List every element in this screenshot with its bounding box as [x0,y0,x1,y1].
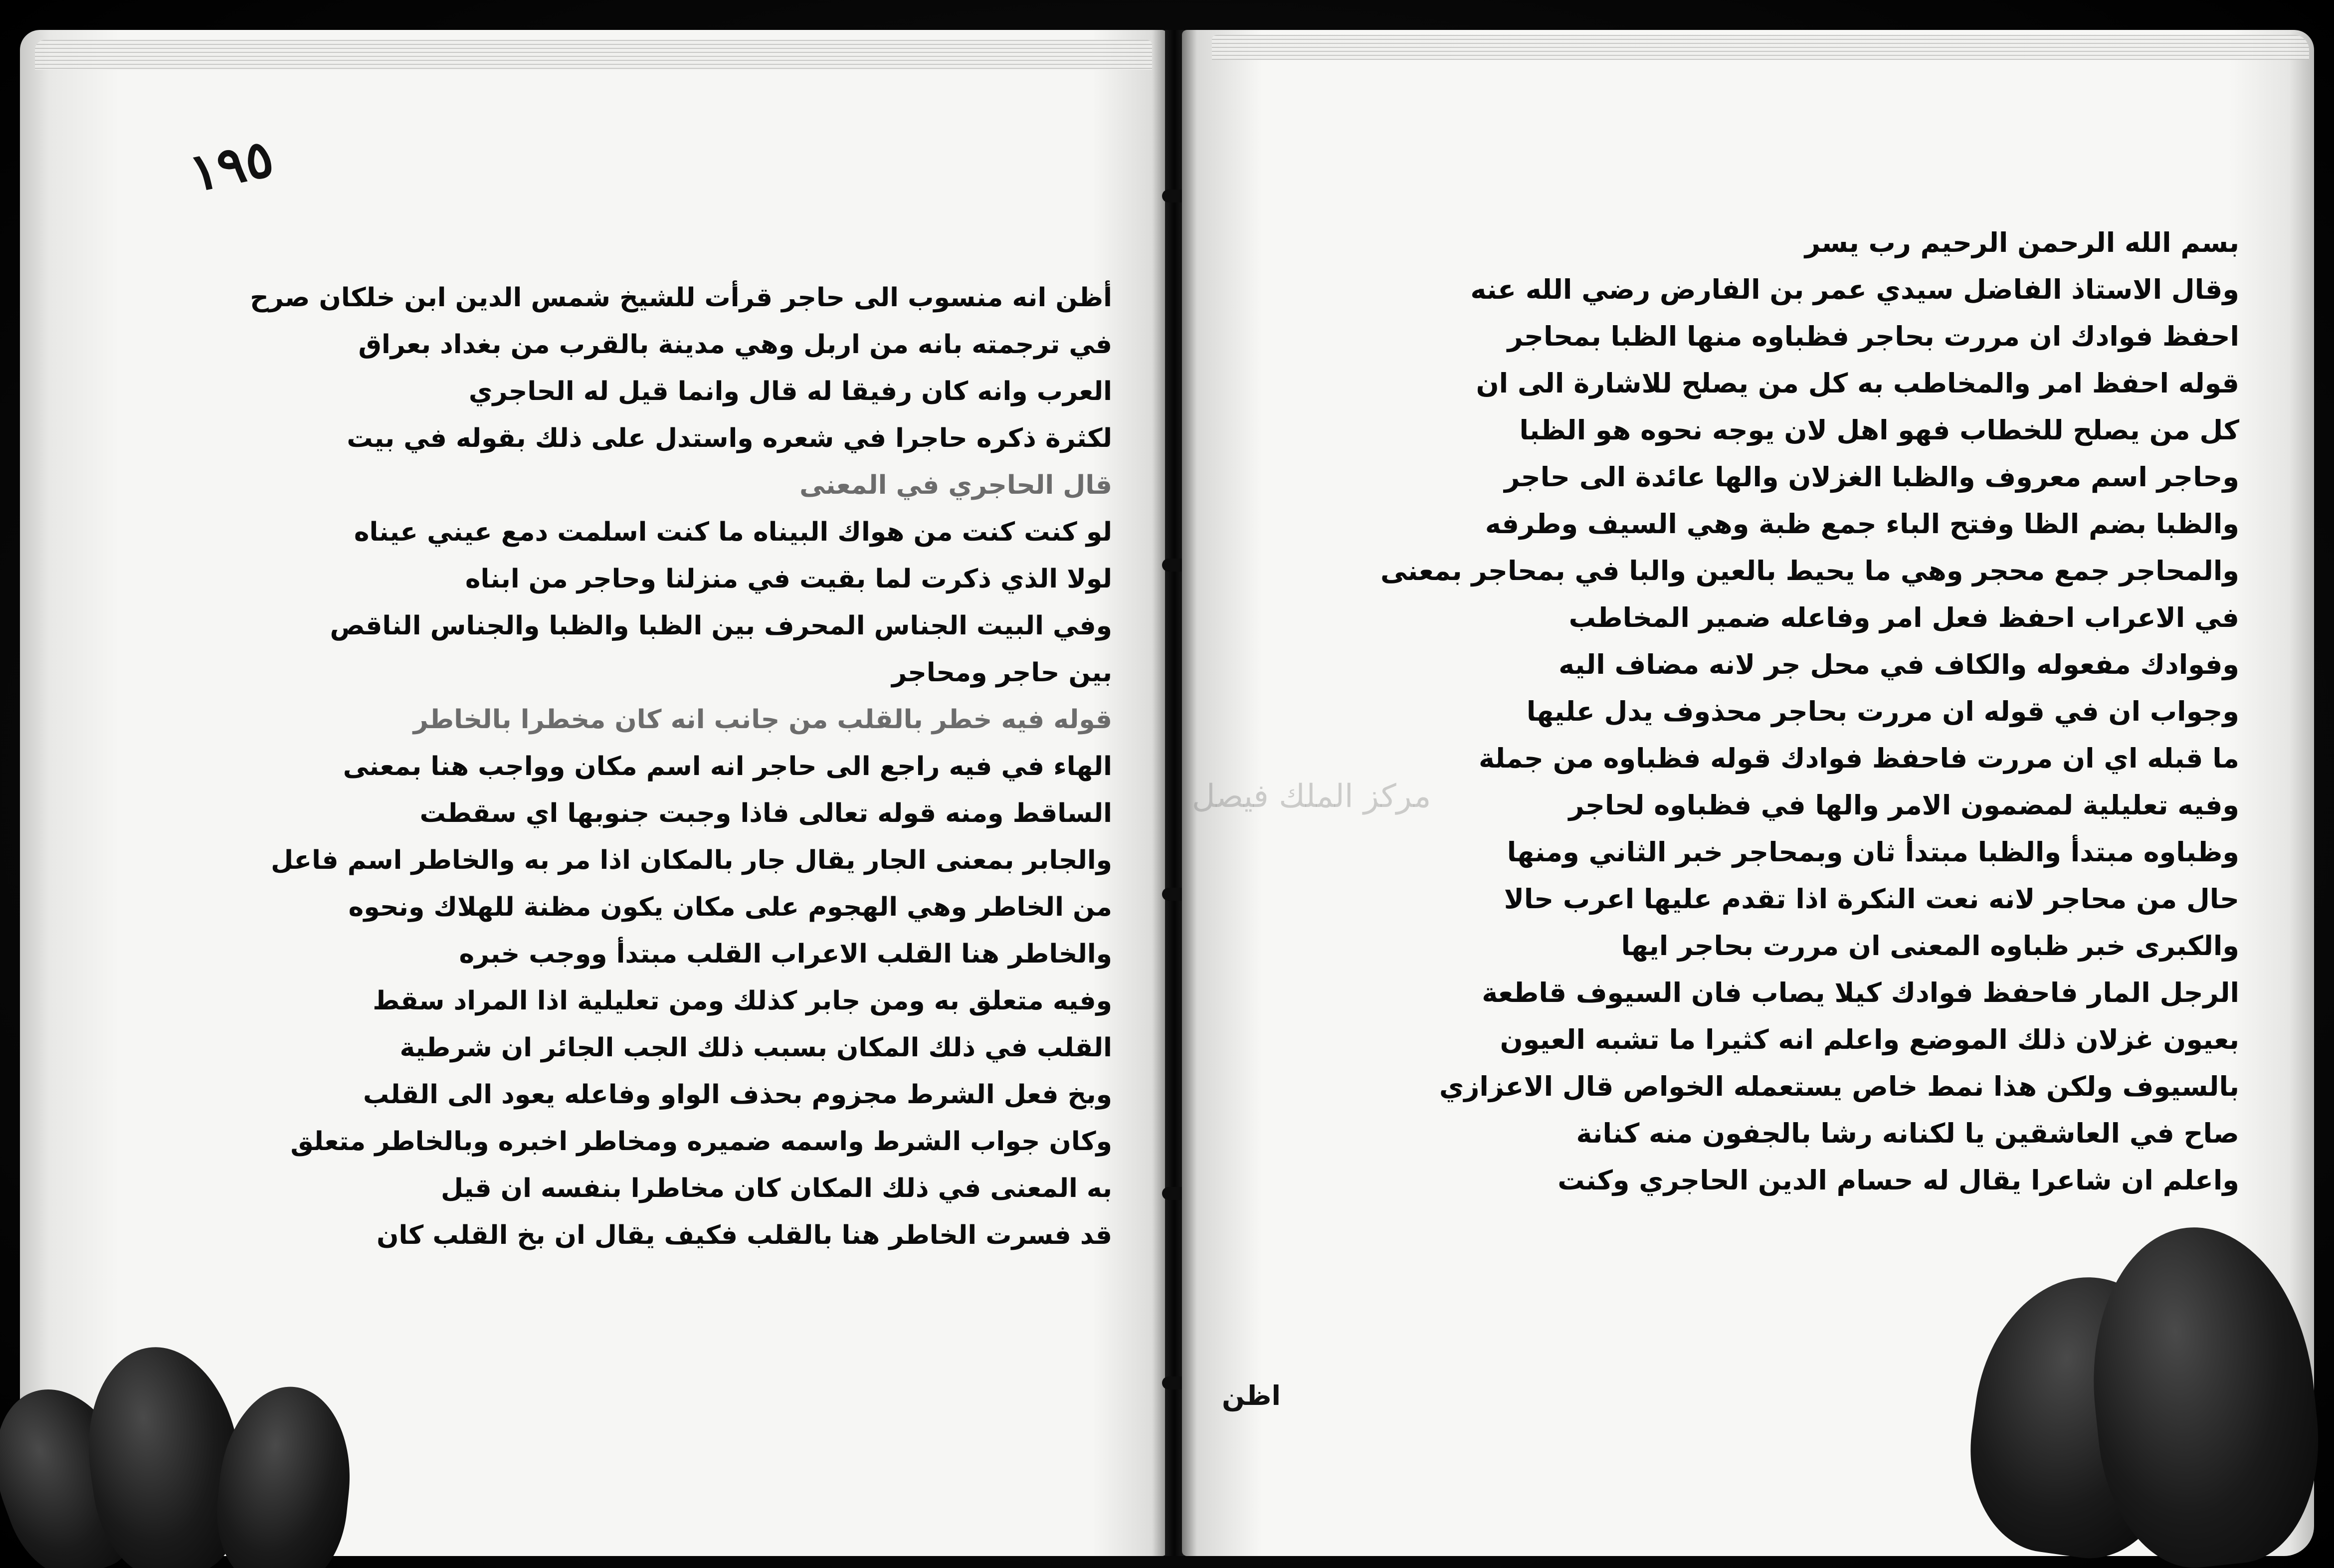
text-line: حال من محاجر لانه نعت النكرة اذا تقدم عليها اعرب حالا [1504,883,2239,915]
folio-number: ١٩٥ [184,126,279,204]
text-line: والكبرى خبر ظباوه المعنى ان مررت بحاجر ايها [1621,930,2239,962]
text-line: قوله احفظ امر والمخاطب به كل من يصلح للاشارة الى ان [1476,368,2239,399]
left-page [20,30,1167,1556]
left-page-text [250,274,1112,1259]
text-line: لكثرة ذكره حاجرا في شعره واستدل على ذلك بقوله في بيت [347,423,1112,453]
text-line: وجواب ان في قوله ان مررت بحاجر محذوف يدل عليها [1526,696,2239,727]
text-line: كل من يصلح للخطاب فهو اهل لان يوجه نحوه هو الظبا [1519,414,2239,446]
text-line: وقال الاستاذ الفاضل سيدي عمر بن الفارض رضي الله عنه [1470,274,2239,305]
text-line: قال الحاجري في المعنى [799,470,1112,500]
text-line: من الخاطر وهي الهجوم على مكان يكون مظنة للهلاك ونحوه [348,892,1112,922]
page-edges [1212,35,2309,60]
text-line: وكان جواب الشرط واسمه ضميره ومخاطر اخبره وبالخاطر متعلق [290,1127,1112,1157]
text-line: في ترجمته بانه من اربل وهي مدينة بالقرب من بغداد بعراق [358,330,1112,360]
text-line: بعيون غزلان ذلك الموضع واعلم انه كثيرا ما تشبه العيون [1500,1024,2239,1055]
text-line: العرب وانه كان رفيقا له قال وانما قيل له الحاجري [468,377,1112,406]
text-line: قد فسرت الخاطر هنا بالقلب فكيف يقال ان بخ القلب كان [377,1220,1112,1250]
text-line: صاح في العاشقين يا لكنانه رشا بالجفون منه كنانة [1576,1118,2239,1149]
text-line: الهاء في فيه راجع الى حاجر انه اسم مكان وواجب هنا بمعنى [343,752,1112,782]
text-line: والظبا بضم الظا وفتح الباء جمع ظبة وهي السيف وطرفه [1485,508,2239,540]
text-line: والمحاجر جمع محجر وهي ما يحيط بالعين والبا في بمحاجر بمعنى [1380,555,2239,587]
text-line: بالسيوف ولكن هذا نمط خاص يستعمله الخواص قال الاعزازي [1439,1071,2239,1102]
book-spine [1165,30,1184,1556]
page-edges [35,40,1152,70]
text-line: بسم الله الرحمن الرحيم رب يسر [1804,227,2239,258]
right-page-text [1242,219,2239,1204]
text-line: وفيه متعلق به ومن جابر كذلك ومن تعليلية اذا المراد سقط [373,986,1112,1016]
catchword: اظن [1222,1380,1281,1411]
text-line: وحاجر اسم معروف والظبا الغزلان والها عائدة الى حاجر [1504,461,2239,493]
text-line: والجابر بمعنى الجار يقال جار بالمكان اذا مر به والخاطر اسم فاعل [271,845,1112,875]
text-line: وبخ فعل الشرط مجزوم بحذف الواو وفاعله يعود الى القلب [363,1080,1112,1110]
text-line: وظباوه مبتدأ والظبا مبتدأ ثان وبمحاجر خبر الثاني ومنها [1507,836,2239,868]
text-line: احفظ فوادك ان مررت بحاجر فظباوه منها الظبا بمحاجر [1507,321,2239,352]
text-line: وفي البيت الجناس المحرف بين الظبا والظبا والجناس الناقص [330,611,1112,641]
text-line: أظن انه منسوب الى حاجر قرأت للشيخ شمس الدين ابن خلكان صرح [250,283,1112,313]
text-line: القلب في ذلك المكان بسبب ذلك الجب الجائر ان شرطية [399,1033,1112,1063]
open-book [20,30,2314,1556]
text-line: لولا الذي ذكرت لما بقيت في منزلنا وحاجر من ابناه [465,564,1112,594]
library-watermark: مركز الملك فيصل [1192,778,1431,815]
text-line: لو كنت كنت من هواك البيناه ما كنت اسلمت دمع عيني عيناه [354,517,1112,547]
text-line: الرجل المار فاحفظ فوادك كيلا يصاب فان السيوف قاطعة [1482,977,2239,1008]
text-line: قوله فيه خطر بالقلب من جانب انه كان مخطرا بالخاطر [413,705,1112,735]
text-line: وفوادك مفعوله والكاف في محل جر لانه مضاف اليه [1558,649,2239,680]
text-line: بين حاجر ومحاجر [892,658,1112,688]
text-line: ما قبله اي ان مررت فاحفظ فوادك قوله فظباوه من جملة [1479,743,2239,774]
text-line: وفيه تعليلية لمضمون الامر والها في فظباوه لحاجر [1568,789,2239,821]
text-line: الساقط ومنه قوله تعالى فاذا وجبت جنوبها اي سقطت [419,798,1112,828]
text-line: واعلم ان شاعرا يقال له حسام الدين الحاجري وكنت [1557,1165,2239,1196]
text-line: والخاطر هنا القلب الاعراب القلب مبتدأ ووجب خبره [459,939,1112,969]
text-line: به المعنى في ذلك المكان كان مخاطرا بنفسه ان قيل [440,1174,1112,1203]
text-line: في الاعراب احفظ فعل امر وفاعله ضمير المخاطب [1568,602,2239,633]
